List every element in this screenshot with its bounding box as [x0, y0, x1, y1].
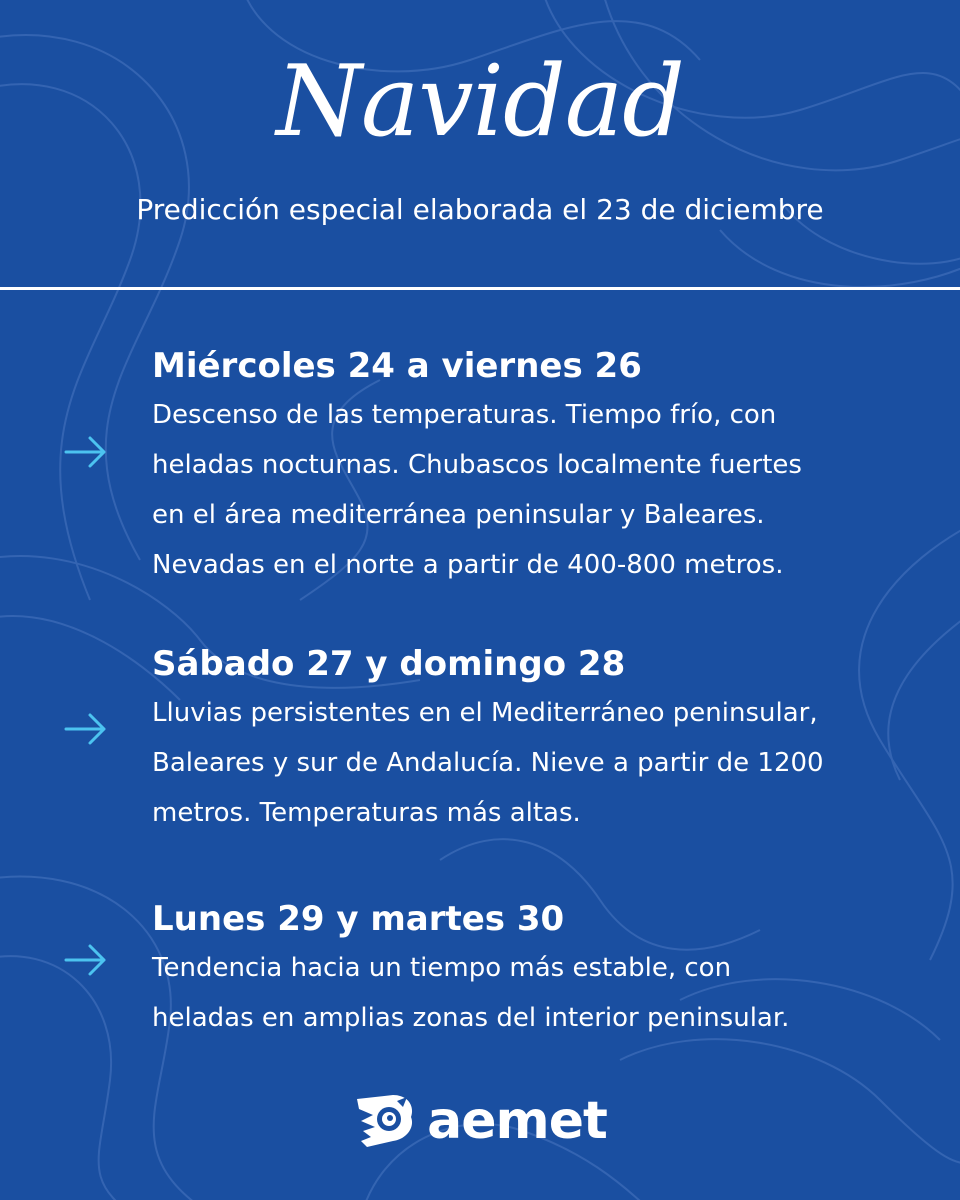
forecast-period — [152, 895, 922, 1043]
brand-logo — [0, 1086, 960, 1156]
period-description: Descenso de las temperaturas. Tiempo frío, con heladas nocturnas. Chubascos localmente fuertes en el área mediterránea peninsular y Baleares. Nevadas en el norte a partir de 400-800 metros. — [152, 400, 802, 580]
brand-name: aemet — [427, 1091, 607, 1151]
page-title: Navidad — [276, 45, 684, 159]
period-description: Lluvias persistentes en el Mediterráneo peninsular, Baleares y sur de Andalucía. Nieve a partir de 1200 metros. Temperaturas más altas. — [152, 698, 824, 828]
arrow-right-icon — [64, 434, 108, 470]
aemet-logo-icon — [353, 1091, 419, 1151]
page-subtitle: Predicción especial elaborada el 23 de diciembre — [136, 193, 824, 226]
forecast-period — [152, 342, 922, 590]
period-title: Sábado 27 y domingo 28 — [152, 644, 626, 684]
arrow-right-icon — [64, 942, 108, 978]
forecast-period — [152, 640, 922, 838]
header-divider — [0, 287, 960, 290]
period-title: Miércoles 24 a viernes 26 — [152, 346, 642, 386]
period-title: Lunes 29 y martes 30 — [152, 899, 565, 939]
period-description: Tendencia hacia un tiempo más estable, con heladas en amplias zonas del interior peninsular. — [152, 953, 790, 1033]
arrow-right-icon — [64, 711, 108, 747]
